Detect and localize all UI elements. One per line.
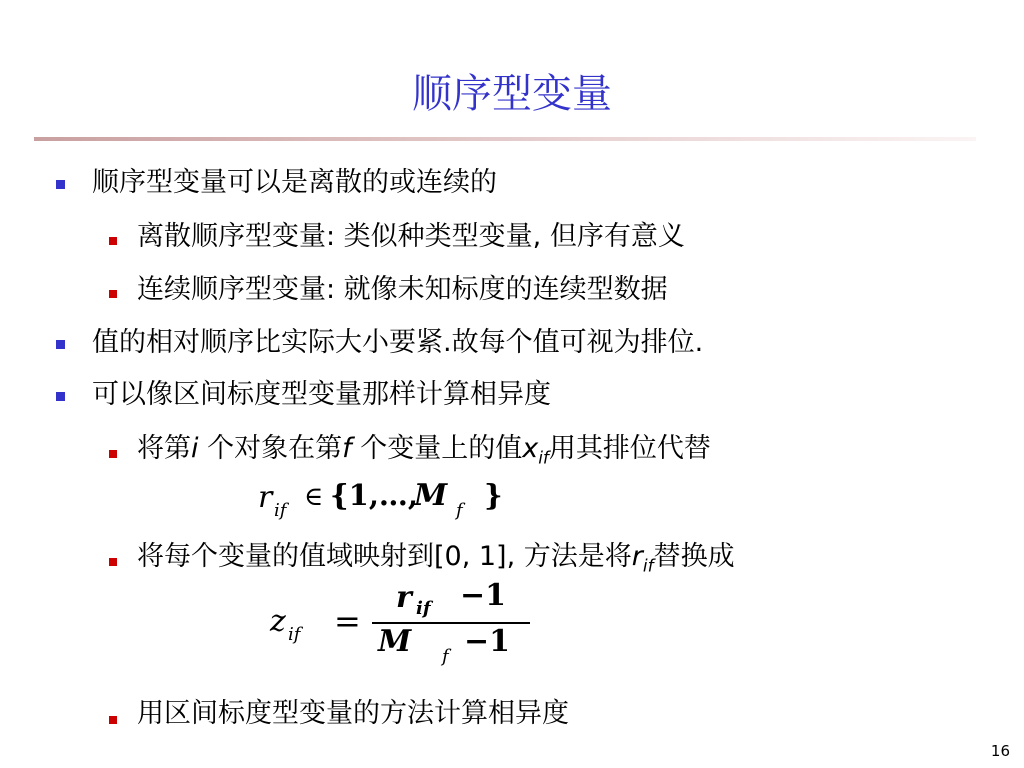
bullet-icon xyxy=(56,180,65,189)
sub-bullet-map-to-unit-interval: 将每个变量的值域映射到[0, 1], 方法是将$r_{if}$替换成 xyxy=(137,541,735,577)
rank-set-formula: r if ∈ {1,…, M f } xyxy=(258,478,503,521)
bullet-compute-dissimilarity: 可以像区间标度型变量那样计算相异度 xyxy=(92,379,551,410)
bullet-icon xyxy=(109,558,117,566)
bullet-icon xyxy=(109,716,117,724)
bullet-icon xyxy=(109,290,117,298)
bullet-icon xyxy=(109,237,117,245)
bullet-icon xyxy=(56,340,65,349)
page-number: 16 xyxy=(990,742,1010,760)
normalization-formula: z if = r if −1 M f −1 xyxy=(268,580,548,670)
sub-bullet-replace-with-rank: 将第i 个对象在第f 个变量上的值$x_{if}$用其排位代替 xyxy=(137,433,711,469)
bullet-ordinal-can-be-discrete-or-continuous: 顺序型变量可以是离散的或连续的 xyxy=(92,167,497,198)
title-divider xyxy=(34,137,976,141)
bullet-icon xyxy=(56,392,65,401)
bullet-relative-order: 值的相对顺序比实际大小要紧.故每个值可视为排位. xyxy=(92,327,704,358)
sub-bullet-discrete-ordinal: 离散顺序型变量: 类似种类型变量, 但序有意义 xyxy=(137,221,685,252)
slide-title: 顺序型变量 xyxy=(412,71,612,117)
bullet-icon xyxy=(109,450,117,458)
sub-bullet-continuous-ordinal: 连续顺序型变量: 就像未知标度的连续型数据 xyxy=(137,274,668,305)
sub-bullet-use-interval-method: 用区间标度型变量的方法计算相异度 xyxy=(137,698,569,729)
